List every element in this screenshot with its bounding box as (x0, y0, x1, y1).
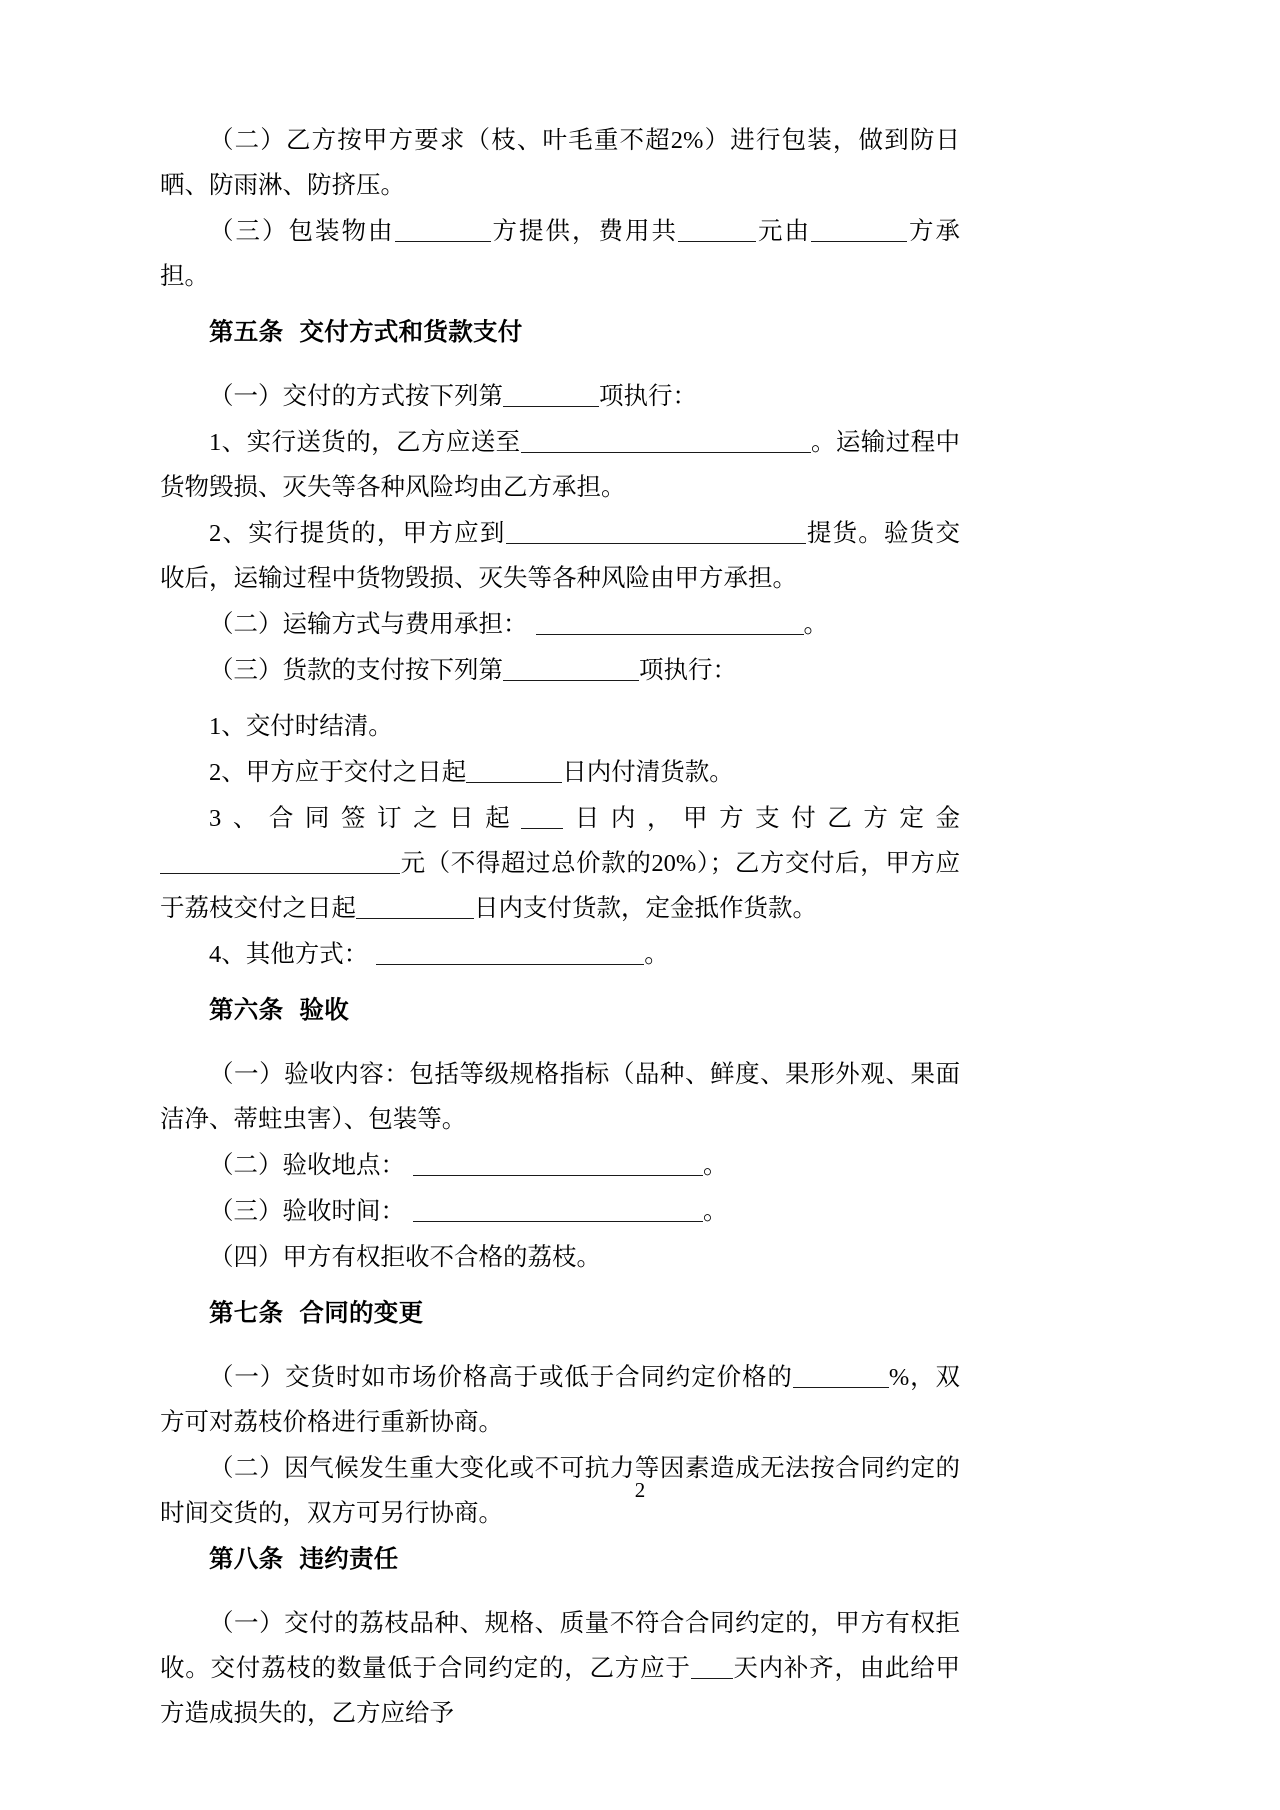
text-run: 元（不得超过总价款的20%）；乙方交付后，甲方应于荔枝交付之日起 (160, 850, 960, 922)
text-run: （四）甲方有权拒收不合格的荔枝。 (209, 1244, 601, 1271)
text-run: （二）因气候发生重大变化或不可抗力等因素造成无法按合同约定的时间交货的，双方可另行协商。 (160, 1455, 960, 1527)
clause-6-4-rejection-right (160, 1235, 960, 1280)
fill-in-blank[interactable] (691, 1658, 733, 1679)
article-5-heading (160, 310, 960, 355)
fill-in-blank[interactable] (356, 898, 474, 919)
fill-in-blank[interactable] (521, 432, 811, 453)
text-run: （二）验收地点： (209, 1152, 405, 1179)
clause-8-1-breach-liability (160, 1601, 960, 1736)
article-title: 验收 (299, 997, 350, 1024)
clause-5-1-item-1 (160, 420, 960, 510)
clause-4-3-packaging-cost (160, 209, 960, 299)
text-run: （三）验收时间： (209, 1198, 405, 1225)
clause-4-2-packaging (160, 118, 960, 208)
vertical-spacer (160, 978, 960, 988)
text-run: 。 (644, 941, 669, 968)
text-run: 1、实行送货的，乙方应送至 (209, 429, 521, 456)
fill-in-blank[interactable] (678, 221, 756, 242)
clause-5-3-item-3 (160, 796, 960, 931)
text-run: （一）交付的荔枝品种、规格、质量不符合合同约定的，甲方有权拒收。交付荔枝的数量低于合同约定的，乙方应于 (160, 1610, 960, 1682)
text-run: 方提供，费用共 (490, 218, 678, 245)
fill-in-blank[interactable] (503, 660, 639, 681)
article-label: 第七条 (209, 1300, 284, 1327)
fill-in-blank[interactable] (413, 1201, 703, 1222)
vertical-spacer (160, 1033, 960, 1052)
article-label: 第六条 (209, 997, 284, 1024)
text-run: 项执行： (639, 657, 737, 684)
text-run: 。运输过程中货物毁损、灭失等各种风险均由乙方承担。 (160, 429, 961, 501)
text-run: 4、其他方式： (209, 941, 369, 968)
article-7-heading (160, 1291, 960, 1336)
text-run: %，双方可对荔枝价格进行重新协商。 (160, 1364, 960, 1436)
text-run: 2、实行提货的，甲方应到 (209, 520, 506, 547)
text-run: 。 (703, 1152, 728, 1179)
fill-in-blank[interactable] (466, 762, 562, 783)
fill-in-blank[interactable] (376, 944, 644, 965)
text-run: 方承担。 (160, 218, 960, 290)
text-run: 日内支付货款，定金抵作货款。 (474, 895, 817, 922)
clause-6-2-inspection-place (160, 1143, 960, 1188)
text-run: （一）验收内容：包括等级规格指标（品种、鲜度、果形外观、果面洁净、蒂蛀虫害）、包装等。 (160, 1061, 960, 1133)
text-run: （三）货款的支付按下列第 (209, 657, 503, 684)
text-run: 提货。验货交收后，运输过程中货物毁损、灭失等各种风险由甲方承担。 (160, 520, 961, 592)
clause-7-1-price-change (160, 1355, 960, 1445)
text-run: （一）交货时如市场价格高于或低于合同约定价格的 (209, 1364, 793, 1391)
fill-in-blank[interactable] (503, 386, 599, 407)
vertical-spacer (160, 1582, 960, 1601)
article-title: 违约责任 (299, 1546, 399, 1573)
article-label: 第五条 (209, 319, 284, 346)
vertical-spacer (160, 1281, 960, 1291)
text-run: （二）乙方按甲方要求（枝、叶毛重不超2%）进行包装，做到防日晒、防雨淋、防挤压。 (160, 127, 960, 199)
vertical-spacer (160, 300, 960, 310)
article-title: 合同的变更 (299, 1300, 424, 1327)
article-8-heading (160, 1537, 960, 1582)
text-run: 。 (803, 611, 828, 638)
article-label: 第八条 (209, 1546, 284, 1573)
text-run: 日内付清货款。 (562, 759, 734, 786)
clause-5-3-item-2 (160, 750, 960, 795)
clause-5-3-item-1 (160, 704, 960, 749)
text-run: 。 (703, 1198, 728, 1225)
fill-in-blank[interactable] (413, 1155, 703, 1176)
clause-5-2-transport-cost (160, 602, 960, 647)
article-title: 交付方式和货款支付 (299, 319, 523, 346)
fill-in-blank[interactable] (395, 221, 491, 242)
clause-6-1-inspection-content (160, 1052, 960, 1142)
clause-5-3-item-4 (160, 932, 960, 977)
fill-in-blank[interactable] (521, 808, 563, 829)
text-run: 2、甲方应于交付之日起 (209, 759, 467, 786)
clause-5-1-item-2 (160, 511, 960, 601)
vertical-spacer (160, 355, 960, 374)
text-run: 天内补齐，由此给甲方造成损失的，乙方应给予 (160, 1655, 961, 1727)
clause-5-1-delivery-method (160, 374, 960, 419)
text-run: 1、交付时结清。 (209, 713, 393, 740)
text-run: 元由 (756, 218, 811, 245)
fill-in-blank[interactable] (160, 853, 400, 874)
text-run: （二）运输方式与费用承担： (209, 611, 528, 638)
clause-6-3-inspection-time (160, 1189, 960, 1234)
text-run: （一）交付的方式按下列第 (209, 383, 503, 410)
article-6-heading (160, 988, 960, 1033)
vertical-spacer (160, 694, 960, 704)
text-run: 日内，甲方支付乙方定金 (563, 805, 960, 832)
fill-in-blank[interactable] (793, 1367, 889, 1388)
fill-in-blank[interactable] (506, 523, 806, 544)
page-number: 2 (634, 1478, 646, 1502)
clause-5-3-payment-method (160, 648, 960, 693)
vertical-spacer (160, 1336, 960, 1355)
fill-in-blank[interactable] (811, 221, 907, 242)
text-run: （三）包装物由 (209, 218, 395, 245)
text-run: 项执行： (599, 383, 697, 410)
text-run: 3、合同签订之日起 (209, 805, 522, 832)
fill-in-blank[interactable] (536, 614, 804, 635)
